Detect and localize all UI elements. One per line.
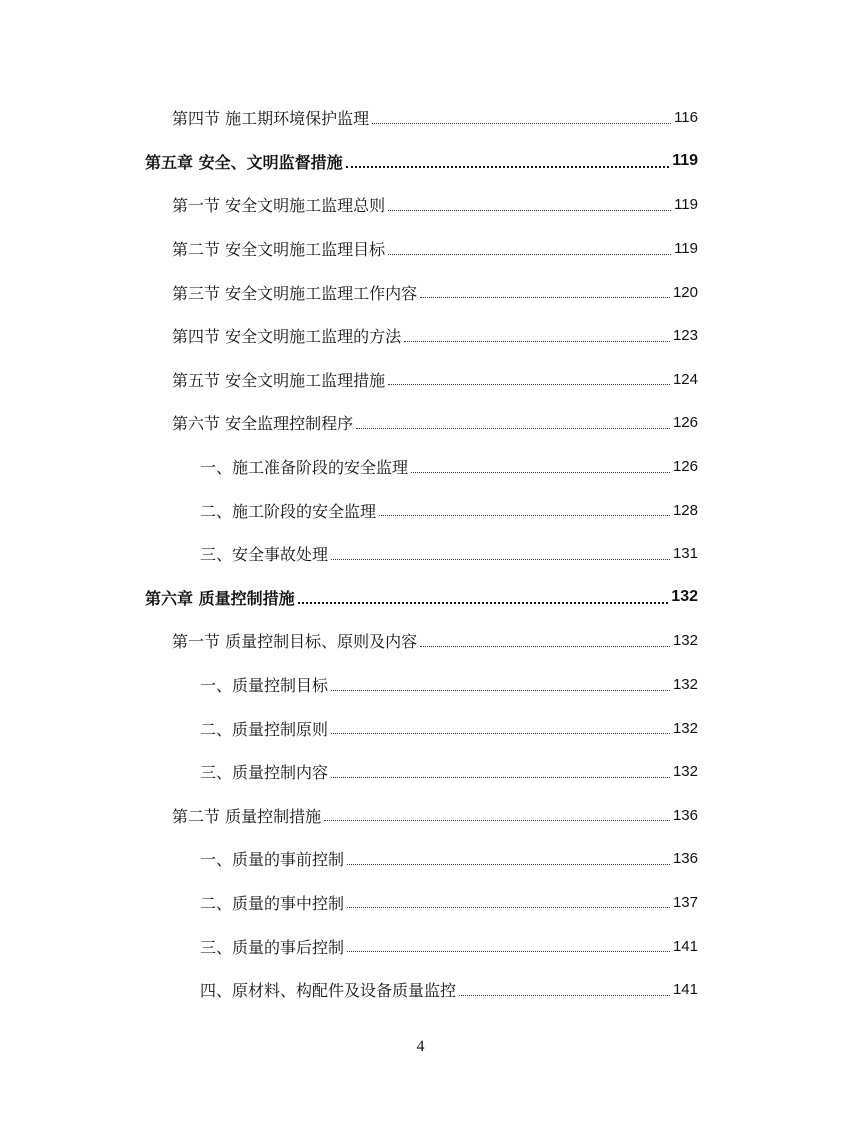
toc-entry-label: 第五节 安全文明施工监理措施: [172, 370, 386, 390]
table-of-contents: [0, 96, 841, 1011]
toc-entry-label: 二、质量的事中控制: [200, 893, 345, 913]
toc-entry-label: 三、质量的事后控制: [200, 937, 345, 957]
toc-entry-label: 第六节 安全监理控制程序: [172, 414, 354, 434]
dot-leader: [331, 689, 670, 691]
toc-entry[interactable]: [0, 924, 841, 968]
toc-entry-label: 一、质量控制目标: [200, 676, 329, 696]
dot-leader: [388, 253, 671, 255]
dot-leader: [379, 514, 670, 516]
toc-entry[interactable]: [0, 750, 841, 794]
dot-leader: [347, 863, 670, 865]
toc-entry[interactable]: [0, 445, 841, 489]
toc-entry-label: 第三节 安全文明施工监理工作内容: [172, 283, 418, 303]
toc-entry-label: 第二节 质量控制措施: [172, 806, 322, 826]
toc-entry-page: 137: [672, 893, 698, 911]
dot-leader: [324, 819, 670, 821]
toc-entry-page: 141: [672, 981, 698, 999]
toc-entry-page: 136: [672, 850, 698, 868]
toc-entry[interactable]: [0, 881, 841, 925]
toc-entry-label: 第一节 质量控制目标、原则及内容: [172, 632, 418, 652]
dot-leader: [388, 383, 670, 385]
dot-leader: [346, 165, 670, 168]
toc-entry-label: 第五章 安全、文明监督措施: [145, 152, 343, 172]
toc-entry-label: 第四节 施工期环境保护监理: [172, 109, 370, 129]
dot-leader: [459, 994, 670, 996]
toc-entry-page: 141: [672, 937, 698, 955]
toc-entry-page: 136: [672, 806, 698, 824]
toc-entry-page: 120: [672, 283, 698, 301]
dot-leader: [404, 340, 670, 342]
toc-entry-label: 三、安全事故处理: [200, 545, 329, 565]
toc-entry[interactable]: [0, 488, 841, 532]
toc-entry[interactable]: [0, 401, 841, 445]
dot-leader: [347, 950, 670, 952]
toc-entry-label: 四、原材料、构配件及设备质量监控: [200, 981, 457, 1001]
toc-entry-label: 第二节 安全文明施工监理目标: [172, 240, 386, 260]
toc-entry-label: 第一节 安全文明施工监理总则: [172, 196, 386, 216]
toc-entry-page: 119: [674, 196, 698, 214]
toc-entry-label: 第六章 质量控制措施: [145, 588, 295, 608]
dot-leader: [331, 558, 670, 560]
dot-leader: [298, 601, 669, 604]
toc-entry[interactable]: [0, 794, 841, 838]
toc-entry[interactable]: [0, 837, 841, 881]
toc-entry-page: 126: [672, 458, 698, 476]
toc-entry-page: 131: [672, 545, 698, 563]
toc-entry-label: 二、施工阶段的安全监理: [200, 501, 377, 521]
toc-entry[interactable]: [0, 270, 841, 314]
toc-entry-label: 一、施工准备阶段的安全监理: [200, 458, 409, 478]
toc-entry-label: 第四节 安全文明施工监理的方法: [172, 327, 402, 347]
toc-entry-page: 123: [672, 327, 698, 345]
dot-leader: [331, 776, 670, 778]
page-number: 4: [416, 1038, 425, 1055]
toc-entry-label: 三、质量控制内容: [200, 763, 329, 783]
dot-leader: [388, 209, 671, 211]
toc-entry-page: 119: [672, 152, 698, 170]
toc-entry[interactable]: [0, 532, 841, 576]
dot-leader: [420, 296, 670, 298]
toc-entry[interactable]: [0, 96, 841, 140]
toc-chapter-entry[interactable]: [0, 140, 841, 184]
toc-entry-page: 132: [672, 719, 698, 737]
toc-entry[interactable]: [0, 227, 841, 271]
toc-chapter-entry[interactable]: [0, 576, 841, 620]
dot-leader: [331, 732, 670, 734]
toc-entry-page: 126: [672, 414, 698, 432]
toc-entry-label: 一、质量的事前控制: [200, 850, 345, 870]
toc-entry[interactable]: [0, 314, 841, 358]
toc-entry-page: 132: [672, 763, 698, 781]
toc-entry-page: 132: [672, 632, 698, 650]
toc-entry-page: 124: [672, 370, 698, 388]
toc-entry[interactable]: [0, 663, 841, 707]
dot-leader: [411, 471, 670, 473]
toc-entry[interactable]: [0, 358, 841, 402]
toc-entry-page: 116: [674, 109, 698, 127]
toc-entry-page: 132: [671, 588, 698, 606]
toc-entry[interactable]: [0, 706, 841, 750]
toc-entry[interactable]: [0, 968, 841, 1012]
toc-entry[interactable]: [0, 619, 841, 663]
toc-entry-label: 二、质量控制原则: [200, 719, 329, 739]
dot-leader: [347, 906, 670, 908]
toc-entry[interactable]: [0, 183, 841, 227]
toc-entry-page: 132: [672, 676, 698, 694]
toc-entry-page: 119: [674, 240, 698, 258]
dot-leader: [372, 122, 671, 124]
dot-leader: [356, 427, 670, 429]
toc-entry-page: 128: [672, 501, 698, 519]
dot-leader: [420, 645, 670, 647]
